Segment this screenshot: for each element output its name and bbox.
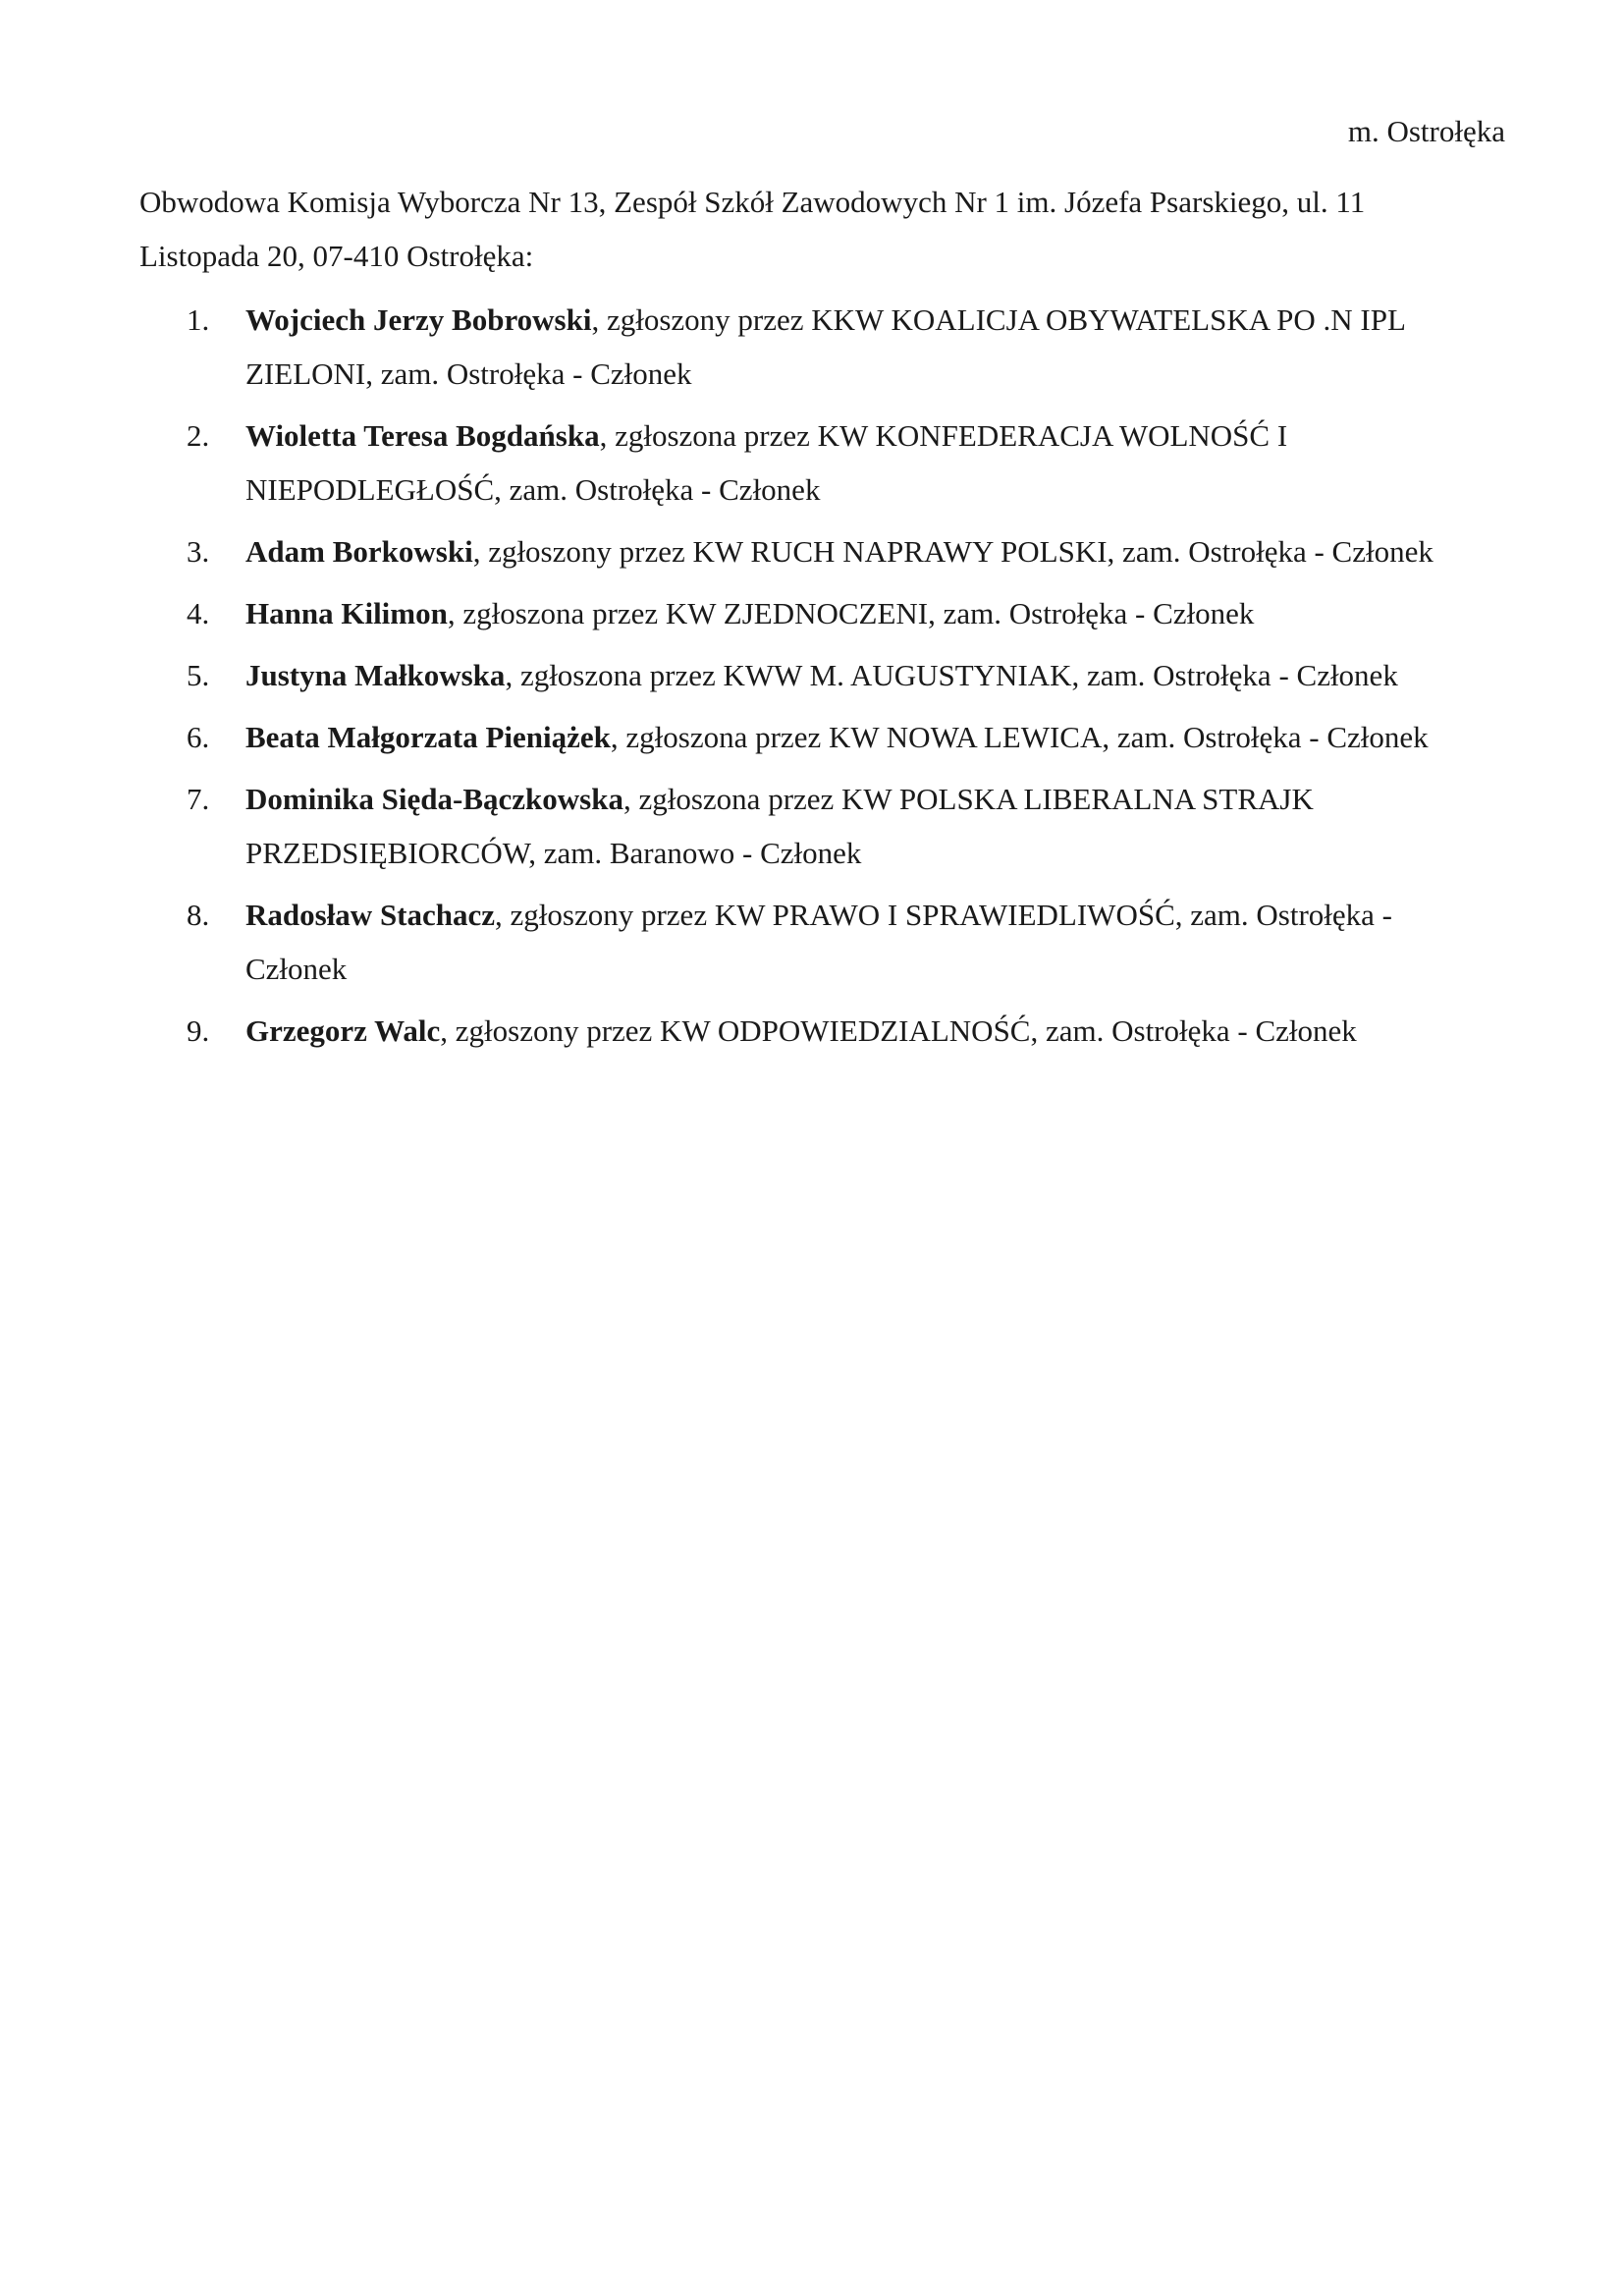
item-number: 3. — [187, 534, 210, 569]
list-item — [187, 648, 1492, 702]
item-number: 5. — [187, 658, 210, 692]
member-details: , zgłoszony przez KW PRAWO I SPRAWIEDLIWOŚĆ, zam. Ostrołęka - Członek — [245, 898, 1392, 986]
member-name: Radosław Stachacz — [245, 898, 496, 932]
list-item — [187, 888, 1492, 996]
member-details: , zgłoszona przez KW ZJEDNOCZENI, zam. Ostrołęka - Członek — [447, 596, 1255, 630]
city-header: m. Ostrołęka — [1347, 114, 1505, 148]
member-details: , zgłoszona przez KWW M. AUGUSTYNIAK, zam. Ostrołęka - Członek — [505, 658, 1398, 692]
list-item — [187, 524, 1492, 578]
item-number: 2. — [187, 418, 210, 453]
member-name: Dominika Sięda-Bączkowska — [245, 782, 623, 816]
item-number: 1. — [187, 302, 210, 337]
member-list — [187, 293, 1492, 1066]
list-item — [187, 772, 1492, 880]
item-number: 9. — [187, 1013, 210, 1048]
list-item — [187, 710, 1492, 764]
member-name: Wioletta Teresa Bogdańska — [245, 418, 600, 453]
commission-heading: Obwodowa Komisja Wyborcza Nr 13, Zespół Szkół Zawodowych Nr 1 im. Józefa Psarskiego, ul. 11 Listopada 20, 07-410 Ostrołęka: — [139, 185, 1366, 273]
member-details: , zgłoszona przez KW NOWA LEWICA, zam. Ostrołęka - Członek — [610, 720, 1429, 754]
list-item — [187, 1004, 1492, 1058]
member-details: , zgłoszona przez KW KONFEDERACJA WOLNOŚĆ I NIEPODLEGŁOŚĆ, zam. Ostrołęka - Członek — [245, 418, 1288, 507]
member-name: Hanna Kilimon — [245, 596, 448, 630]
member-details: , zgłoszony przez KW ODPOWIEDZIALNOŚĆ, zam. Ostrołęka - Członek — [440, 1013, 1357, 1048]
member-name: Wojciech Jerzy Bobrowski — [245, 302, 592, 337]
member-details: , zgłoszona przez KW POLSKA LIBERALNA STRAJK PRZEDSIĘBIORCÓW, zam. Baranowo - Członek — [245, 782, 1314, 870]
member-name: Adam Borkowski — [245, 534, 473, 569]
member-details: , zgłoszony przez KKW KOALICJA OBYWATELSKA PO .N IPL ZIELONI, zam. Ostrołęka - Członek — [245, 302, 1405, 391]
item-number: 6. — [187, 720, 210, 754]
member-name: Beata Małgorzata Pieniążek — [245, 720, 611, 754]
item-number: 4. — [187, 596, 210, 630]
member-details: , zgłoszony przez KW RUCH NAPRAWY POLSKI, zam. Ostrołęka - Członek — [472, 534, 1434, 569]
member-name: Grzegorz Walc — [245, 1013, 441, 1048]
list-item — [187, 586, 1492, 640]
member-name: Justyna Małkowska — [245, 658, 506, 692]
list-item — [187, 293, 1492, 401]
list-item — [187, 409, 1492, 517]
item-number: 8. — [187, 898, 210, 932]
item-number: 7. — [187, 782, 210, 816]
